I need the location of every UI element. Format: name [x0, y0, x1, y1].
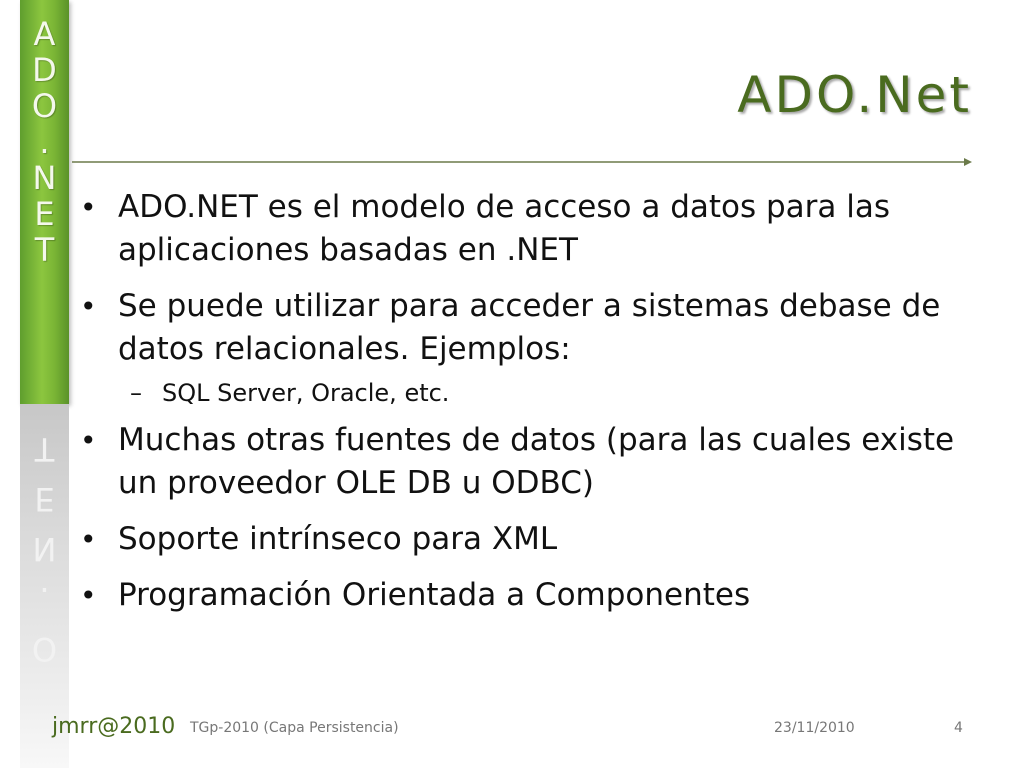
- slide-title: ADO.Net: [737, 66, 972, 124]
- side-letter: A: [33, 15, 56, 53]
- side-letter: E: [34, 195, 55, 233]
- side-title-tab: [20, 0, 69, 404]
- bullet-dot-icon: •: [80, 523, 97, 556]
- bullet-text: Muchas otras fuentes de datos (para las cuales existe un proveedor OLE DB u ODBC): [118, 422, 955, 501]
- bullet-text: Se puede utilizar para acceder a sistemas debase de datos relacionales. Ejemplos:: [118, 288, 941, 367]
- list-item: [78, 285, 978, 371]
- side-letter: D: [32, 51, 57, 89]
- bullet-text: Soporte intrínseco para XML: [118, 521, 558, 557]
- bullet-text: Programación Orientada a Componentes: [118, 577, 751, 613]
- footer-author: jmrr@2010: [52, 714, 176, 739]
- bullet-dot-icon: •: [80, 191, 97, 224]
- sub-list-item: [78, 376, 978, 410]
- reflection-letter: E: [34, 480, 55, 518]
- list-item: [78, 186, 978, 272]
- sub-bullet-text: SQL Server, Oracle, etc.: [162, 379, 450, 407]
- bullet-list: [78, 186, 978, 630]
- side-letter: .: [39, 123, 50, 161]
- bullet-text: ADO.NET es el modelo de acceso a datos para las aplicaciones basadas en .NET: [118, 189, 891, 268]
- bullet-dot-icon: •: [80, 579, 97, 612]
- reflection-letter: O: [31, 630, 58, 668]
- footer-course: TGp-2010 (Capa Persistencia): [190, 720, 399, 736]
- side-letter: N: [32, 159, 57, 197]
- title-divider-arrow: [72, 156, 972, 168]
- list-item: [78, 419, 978, 505]
- bullet-dot-icon: •: [80, 424, 97, 457]
- reflection-letter: T: [34, 430, 55, 468]
- reflection-letter: .: [39, 580, 50, 618]
- reflection-letter: N: [32, 530, 57, 568]
- bullet-dot-icon: •: [80, 290, 97, 323]
- footer-page-number: 4: [954, 720, 963, 736]
- list-item: [78, 574, 978, 617]
- list-item: [78, 518, 978, 561]
- footer-date: 23/11/2010: [774, 720, 855, 736]
- side-letter: T: [34, 231, 55, 269]
- side-letter: O: [31, 87, 58, 125]
- dash-icon: –: [130, 379, 142, 407]
